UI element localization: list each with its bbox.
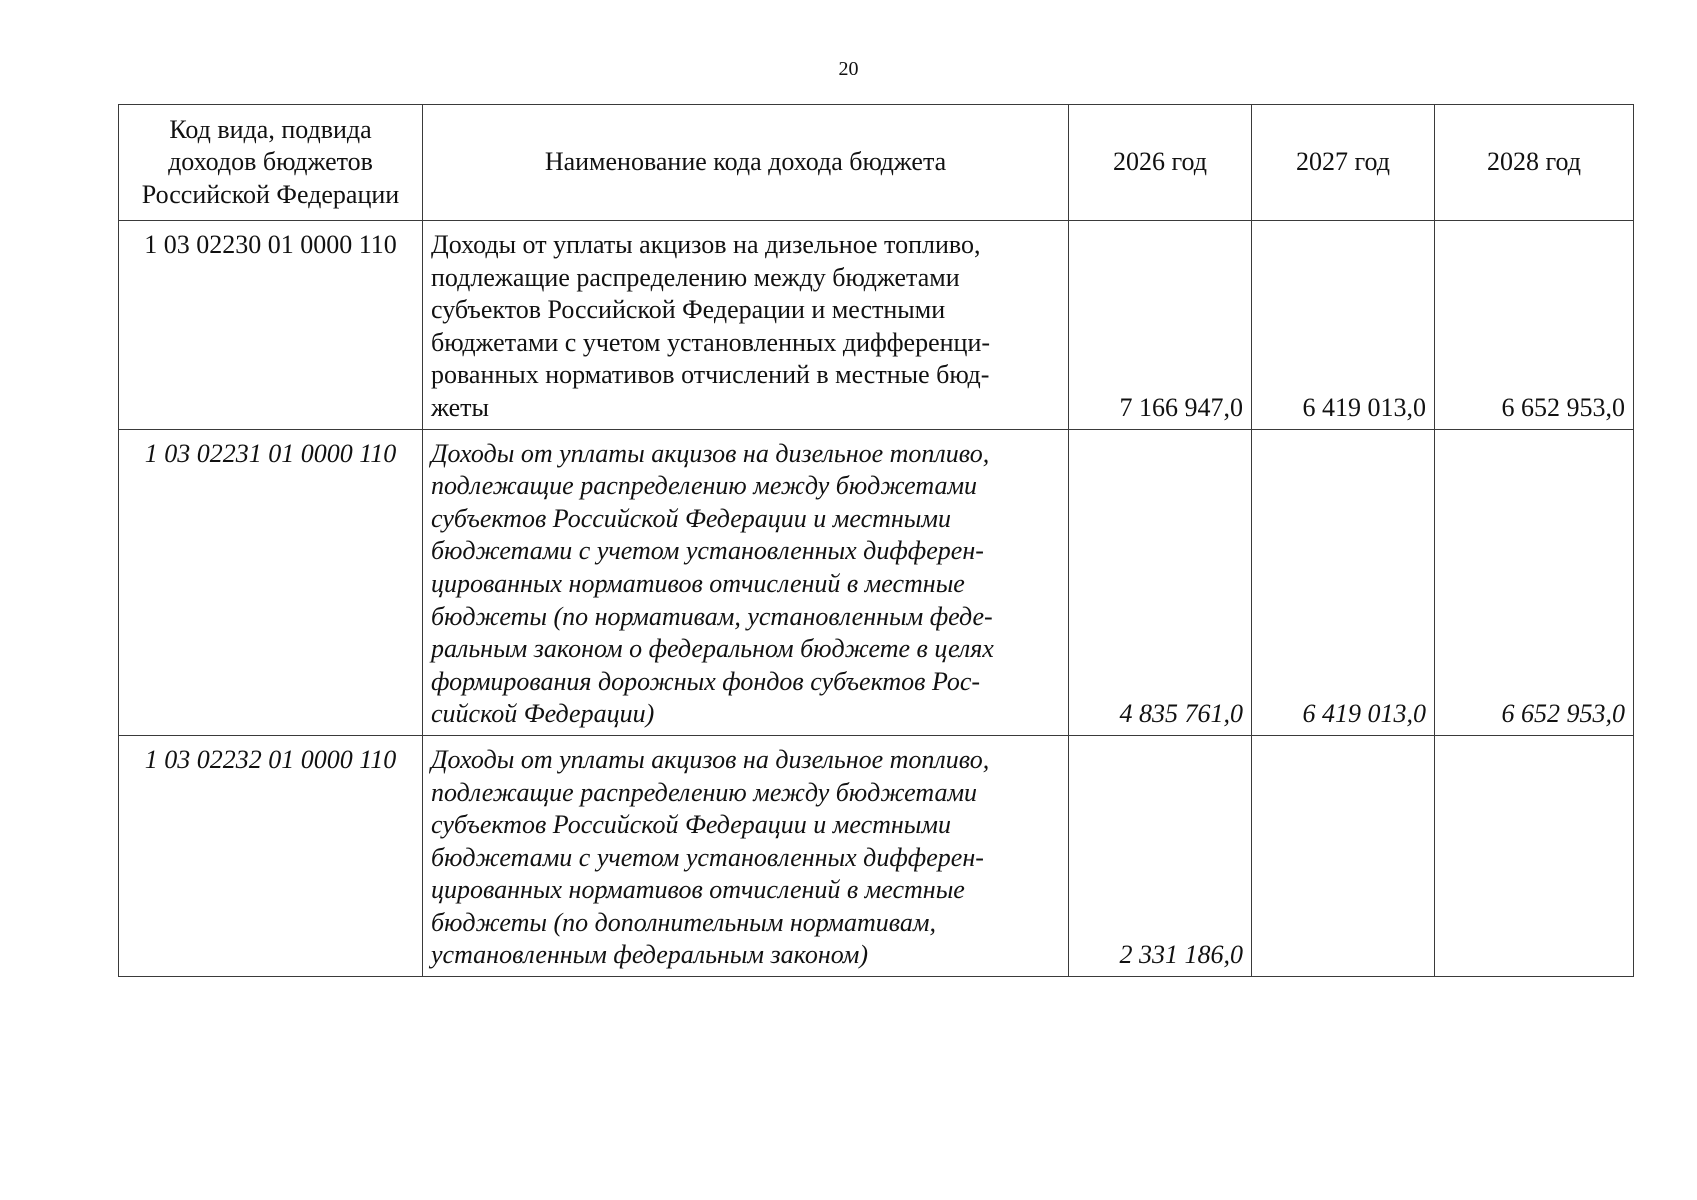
table-row: [119, 221, 1634, 430]
row-name: [423, 735, 1069, 976]
row-name: [423, 429, 1069, 735]
row-value-2028: 6 652 953,0: [1435, 221, 1634, 430]
row-code: 1 03 02230 01 0000 110: [119, 221, 423, 430]
row-name: [423, 221, 1069, 430]
table-header-row: [119, 105, 1634, 221]
row-value-2026: 7 166 947,0: [1069, 221, 1252, 430]
table-row: [119, 429, 1634, 735]
row-name-text: Доходы от уплаты акцизов на дизельное топливо, подлежащие распределению между бюджетами субъектов Российской Федерации и местными бюджетами с учетом установленных дифферен- цированных нормативов отчислений в местные бюджеты (по дополнительным нормативам, установленным федеральным законом): [431, 744, 990, 970]
row-value-2027: 6 419 013,0: [1252, 429, 1435, 735]
header-year-2027: 2027 год: [1252, 105, 1435, 221]
row-value-2028: [1435, 735, 1634, 976]
row-value-2026: 2 331 186,0: [1069, 735, 1252, 976]
row-value-2027: 6 419 013,0: [1252, 221, 1435, 430]
row-code: 1 03 02232 01 0000 110: [119, 735, 423, 976]
header-year-2028: 2028 год: [1435, 105, 1634, 221]
row-name-text: Доходы от уплаты акцизов на дизельное топливо, подлежащие распределению между бюджетами субъектов Российской Федерации и местными бюджетами с учетом установленных дифференци- рованных нормативов отчислений в местные бюд- жеты: [431, 230, 991, 422]
header-name: Наименование кода дохода бюджета: [423, 105, 1069, 221]
table-row: [119, 735, 1634, 976]
row-value-2028: 6 652 953,0: [1435, 429, 1634, 735]
row-code: 1 03 02231 01 0000 110: [119, 429, 423, 735]
page-number: 20: [838, 58, 859, 80]
budget-revenue-table: [118, 104, 1634, 977]
row-name-text: Доходы от уплаты акцизов на дизельное топливо, подлежащие распределению между бюджетами субъектов Российской Федерации и местными бюджетами с учетом установленных дифферен- цированных нормативов отчислений в местные бюджеты (по нормативам, установленным феде- ральным законом о федеральном бюджете в целях формирования дорожных фондов субъектов Рос- сийской Федерации): [431, 438, 994, 729]
header-year-2026: 2026 год: [1069, 105, 1252, 221]
row-value-2026: 4 835 761,0: [1069, 429, 1252, 735]
row-value-2027: [1252, 735, 1435, 976]
header-code: Код вида, подвида доходов бюджетов Российской Федерации: [119, 105, 423, 221]
